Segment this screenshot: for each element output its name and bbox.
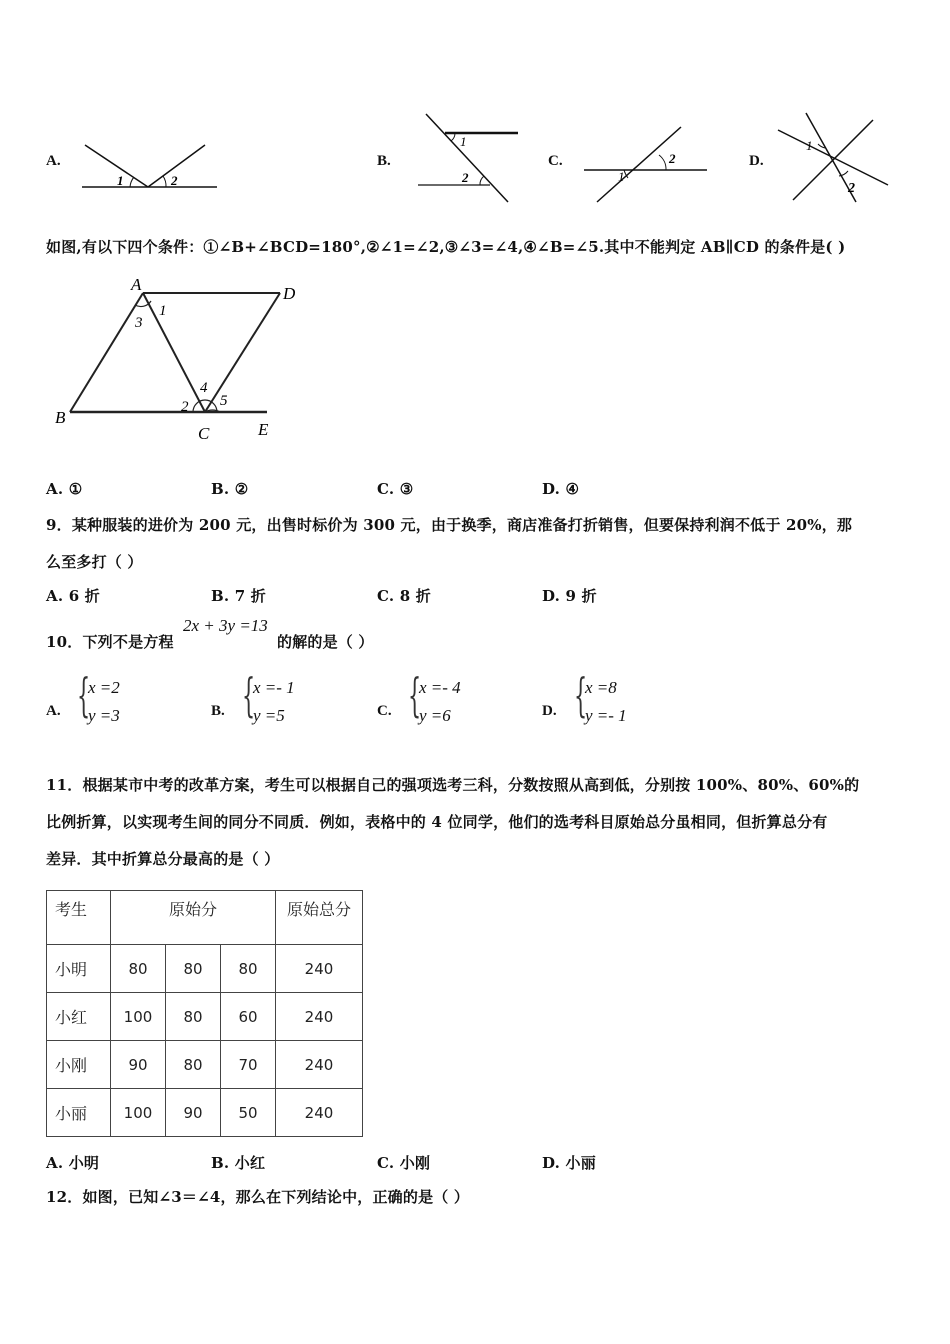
q7-option-d-label: D. <box>749 153 764 169</box>
svg-text:E: E <box>258 420 269 439</box>
q7-option-c-label: C. <box>548 153 563 169</box>
svg-text:2: 2 <box>171 173 178 188</box>
q7-figure-d <box>778 110 893 205</box>
q10-equation: 2x + 3y =13 <box>183 616 268 635</box>
svg-text:2: 2 <box>462 170 469 185</box>
svg-text:1: 1 <box>806 138 813 153</box>
q8-option-b[interactable]: B. ② <box>211 480 249 498</box>
q11-question-line2: 比例折算，以实现考生间的同分不同质．例如，表格中的 4 位同学，他们的选考科目原始总分虽相同，但折算总分有 <box>46 813 828 831</box>
q9-question-line1: 9．某种服装的进价为 200 元，出售时标价为 300 元，由于换季，商店准备打折销售，但要保持利润不低于 20%，那 <box>46 516 853 534</box>
q8-option-c[interactable]: C. ③ <box>377 480 414 498</box>
q7-option-b-label: B. <box>377 153 391 169</box>
svg-text:2: 2 <box>669 151 676 166</box>
q8-figure-parallelogram <box>55 275 296 445</box>
q7-figure-a <box>80 140 220 195</box>
q7-option-a-label: A. <box>46 153 61 169</box>
header-student: 考生 <box>47 891 111 945</box>
svg-text:2: 2 <box>848 181 855 196</box>
q11-option-b[interactable]: B. 小红 <box>211 1154 266 1172</box>
q11-question-line1: 11．根据某市中考的改革方案，考生可以根据自己的强项选考三科，分数按照从高到低，分别按 100%、80%、60%的 <box>46 776 860 794</box>
q11-option-d[interactable]: D. 小丽 <box>542 1154 596 1172</box>
svg-text:1: 1 <box>117 173 124 188</box>
header-raw-total: 原始总分 <box>276 891 363 945</box>
left-brace-icon: { <box>77 668 91 722</box>
equation-system: x =- 1 y =5 <box>253 678 295 725</box>
table-row: 小刚 90 80 70 240 <box>47 1041 363 1089</box>
left-brace-icon: { <box>242 668 256 722</box>
equation-system: x =- 4 y =6 <box>419 678 461 725</box>
table-row: 小红 100 80 60 240 <box>47 993 363 1041</box>
left-brace-icon: { <box>574 668 588 722</box>
header-raw-scores: 原始分 <box>111 891 276 945</box>
svg-text:3: 3 <box>135 315 143 331</box>
svg-text:1: 1 <box>618 169 625 184</box>
svg-text:C: C <box>198 424 210 443</box>
table-row: 小丽 100 90 50 240 <box>47 1089 363 1137</box>
svg-text:B: B <box>55 408 66 427</box>
q10-question-prefix: 10．下列不是方程 <box>46 633 174 651</box>
svg-text:2: 2 <box>181 399 189 415</box>
q9-option-a[interactable]: A. 6 折 <box>46 587 100 605</box>
q10-question-suffix: 的解的是（ ） <box>277 633 374 651</box>
q9-option-d[interactable]: D. 9 折 <box>542 587 597 605</box>
q8-question-text: 如图,有以下四个条件：①∠B+∠BCD=180°,②∠1=∠2,③∠3=∠4,④∠B=∠5.其中不能判定 AB∥CD 的条件是( ) <box>46 238 846 256</box>
svg-text:4: 4 <box>200 380 208 396</box>
q11-option-a[interactable]: A. 小明 <box>46 1154 100 1172</box>
svg-text:1: 1 <box>159 303 167 319</box>
q8-option-d[interactable]: D. ④ <box>542 480 580 498</box>
left-brace-icon: { <box>408 668 422 722</box>
svg-text:A: A <box>131 275 142 294</box>
q9-option-c[interactable]: C. 8 折 <box>377 587 432 605</box>
q9-option-b[interactable]: B. 7 折 <box>211 587 267 605</box>
svg-text:1: 1 <box>460 134 467 149</box>
q9-question-line2: 么至多打（ ） <box>46 553 143 571</box>
equation-system: x =8 y =- 1 <box>585 678 627 725</box>
equation-system: x =2 y =3 <box>88 678 120 725</box>
q11-option-c[interactable]: C. 小刚 <box>377 1154 431 1172</box>
q11-question-line3: 差异．其中折算总分最高的是（ ） <box>46 850 280 868</box>
table-row: 小明 80 80 80 240 <box>47 945 363 993</box>
score-table <box>46 890 363 1137</box>
q7-figure-b <box>418 112 523 207</box>
q8-option-a[interactable]: A. ① <box>46 480 83 498</box>
q12-question-text: 12．如图，已知∠3＝∠4，那么在下列结论中，正确的是（ ） <box>46 1188 470 1206</box>
table-header-row <box>47 891 363 945</box>
svg-text:D: D <box>283 284 296 303</box>
q7-figure-c <box>584 125 709 205</box>
svg-text:5: 5 <box>220 393 228 409</box>
